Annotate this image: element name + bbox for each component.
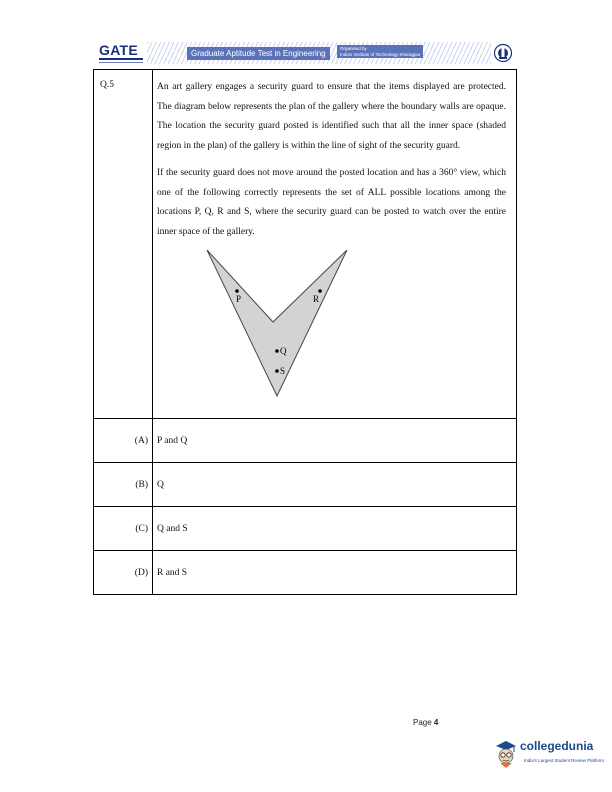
option-b-label: (B) — [94, 463, 153, 507]
question-body — [153, 70, 517, 419]
point-s-label: S — [280, 366, 286, 376]
brand-name: collegedunia — [520, 739, 594, 753]
question-paragraph-2: If the security guard does not move around the posted location and has a 360° view, which one of the following correctly represents the set of ALL possible locations among the locations P, Q, R and S, where the security guard can be posted to watch over the entire inner space of the gallery. — [157, 168, 506, 237]
brand-tagline: India's Largest Student Review Platform — [524, 758, 604, 763]
logo-rule-thin — [99, 62, 143, 63]
point-q-dot — [275, 349, 279, 353]
option-row-c[interactable] — [94, 507, 517, 551]
point-p-label: P — [236, 294, 242, 304]
option-row-b[interactable] — [94, 463, 517, 507]
page-number — [413, 718, 438, 727]
option-row-a[interactable] — [94, 419, 517, 463]
gate-header — [93, 41, 518, 67]
collegedunia-logo — [494, 737, 606, 771]
option-row-d[interactable] — [94, 551, 517, 595]
organizer-line1: Organised by — [340, 46, 367, 51]
question-table — [93, 69, 517, 595]
gate-logo — [95, 41, 145, 67]
point-p-dot — [235, 289, 239, 293]
option-d-text: R and S — [153, 551, 517, 595]
gallery-shaded-region — [207, 250, 347, 396]
point-s-dot — [275, 369, 279, 373]
banner-title: Graduate Aptitude Test in Engineering — [187, 47, 330, 60]
option-c-text: Q and S — [153, 507, 517, 551]
question-paragraph-1: An art gallery engages a security guard to ensure that the items displayed are protected. The diagram below represents the plan of the gallery where the boundary walls are opaque. The location the security guard posted is identified such that all the inner space (shaded region in the plan) of the gallery is within the line of sight of the security guard. — [157, 82, 506, 151]
page-word: Page — [413, 718, 432, 727]
point-q-label: Q — [280, 346, 287, 356]
option-d-label: (D) — [94, 551, 153, 595]
option-b-text: Q — [153, 463, 517, 507]
question-number: Q.5 — [94, 70, 153, 419]
iit-emblem-icon — [493, 43, 513, 63]
option-a-label: (A) — [94, 419, 153, 463]
gallery-plan — [187, 250, 447, 418]
gallery-diagram — [157, 250, 506, 418]
logo-rule — [99, 58, 143, 60]
header-banner — [147, 42, 491, 64]
gate-logo-text: GATE — [99, 42, 139, 58]
point-r-label: R — [313, 294, 320, 304]
option-a-text: P and Q — [153, 419, 517, 463]
question-row — [94, 70, 517, 419]
point-r-dot — [318, 289, 322, 293]
option-c-label: (C) — [94, 507, 153, 551]
organizer-line2: Indian Institute of Technology Kharagpur — [340, 51, 421, 57]
page-number-value: 4 — [433, 718, 439, 727]
banner-organizer — [337, 45, 423, 58]
student-mascot-icon — [494, 739, 518, 769]
